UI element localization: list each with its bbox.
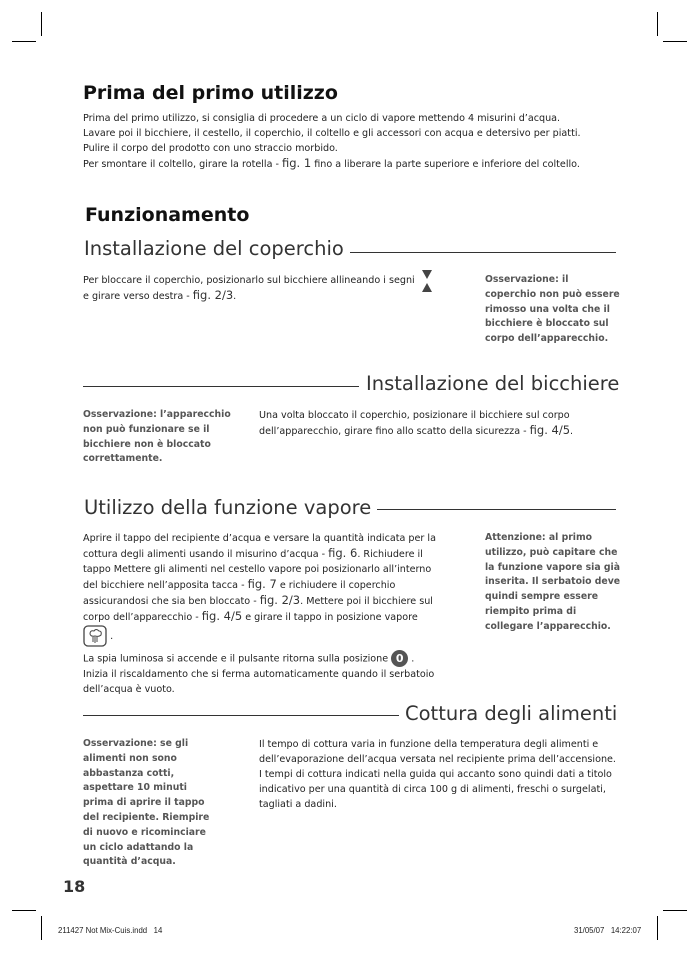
text: e girare verso destra - — [83, 291, 193, 302]
text: . — [233, 291, 237, 302]
first-use-title: Prima del primo utilizzo — [83, 82, 338, 104]
first-use-line: Lavare poi il bicchiere, il cestello, il coperchio, il coltello e gli accessori con acqua e detersivo per piatti. — [83, 128, 581, 139]
text: e girare il tappo in posizione vapore — [242, 612, 418, 623]
icon-label: 0 — [395, 652, 404, 665]
alignment-marks-icon — [421, 269, 433, 293]
text: La spia luminosa si accende e il pulsante ritorna sulla posizione — [83, 653, 389, 665]
section-rule — [83, 386, 359, 387]
first-use-line: Prima del primo utilizzo, si consiglia di procedere a un ciclo di vapore mettendo 4 misurini d’acqua. — [83, 113, 561, 124]
crop-mark — [41, 12, 42, 36]
footer-file-info: 211427 Not Mix-Cuis.indd 14 — [58, 926, 163, 935]
first-use-text — [83, 111, 643, 172]
text: Per smontare il coltello, girare la rotella - — [83, 159, 283, 170]
cooking-section-title: Cottura degli alimenti — [405, 702, 618, 725]
text: Per bloccare il coperchio, posizionarlo sul bicchiere allineando i segni — [83, 275, 415, 286]
steam-text — [83, 531, 441, 697]
crop-mark — [657, 916, 658, 940]
lid-section-title: Installazione del coperchio — [84, 237, 344, 260]
page-number: 18 — [63, 877, 86, 896]
zero-position-icon — [391, 650, 408, 667]
crop-mark — [663, 41, 687, 42]
text: . — [110, 631, 114, 642]
steam-note: Attenzione: al primo utilizzo, può capitare che la funzione vapore sia già inserita. Il serbatoio deve quindi sempre essere riempito prima di collegare l’apparecchio. — [485, 532, 621, 632]
text: . Inizia il riscaldamento che si ferma automaticamente quando il serbatoio dell’acqua è vuoto. — [83, 653, 435, 695]
cooking-note: Osservazione: se gli alimenti non sono abbastanza cotti, aspettare 10 minuti prima di aprire il tappo del recipiente. Riempire di nuovo e ricominciare un ciclo adattando la quantità d’acqua. — [83, 738, 210, 868]
text: . — [570, 426, 574, 437]
fig-ref: fig. 2/3 — [192, 288, 234, 302]
fig-ref: fig. 2/3 — [259, 593, 301, 607]
fig-ref: fig. 7 — [247, 577, 277, 591]
cooking-text: Il tempo di cottura varia in funzione della temperatura degli alimenti e dell’evaporazione dell’acqua versata nel recipiente prima dell’accensione. I tempi di cottura indicati nella guida qui accanto sono quindi dati a titolo indicativo per una quantità di circa 100 g di alimenti, freschi o surgelati, tagliati a dadini. — [259, 739, 616, 810]
lid-line — [83, 273, 428, 288]
steam-paragraph — [83, 650, 441, 697]
crop-mark — [663, 910, 687, 911]
fig-ref: fig. 4/5 — [529, 423, 571, 437]
steam-position-icon — [83, 625, 107, 647]
text: . Mettere poi il bicchiere sul corpo dell’apparecchio - — [83, 596, 433, 623]
text: fino a liberare la parte superiore e inferiore del coltello. — [311, 159, 580, 170]
operation-title: Funzionamento — [85, 204, 250, 226]
footer-timestamp: 31/05/07 14:22:07 — [574, 926, 642, 935]
first-use-line: Pulire il corpo del prodotto con uno straccio morbido. — [83, 143, 338, 154]
section-rule — [350, 252, 616, 253]
crop-mark — [12, 41, 36, 42]
fig-ref: fig. 6 — [328, 546, 358, 560]
lid-note: Osservazione: il coperchio non può essere rimosso una volta che il bicchiere è bloccato sul corpo dell’apparecchio. — [485, 274, 620, 345]
crop-mark — [41, 916, 42, 940]
fig-ref: fig. 1 — [282, 156, 312, 170]
lid-text — [83, 273, 428, 304]
section-rule — [377, 509, 616, 510]
crop-mark — [12, 910, 36, 911]
bowl-text — [259, 408, 599, 439]
bowl-note: Osservazione: l’apparecchio non può funzionare se il bicchiere non è bloccato correttamente. — [83, 409, 231, 465]
fig-ref: fig. 4/5 — [201, 609, 243, 623]
text: . Richiudere il tappo Mettere gli alimenti nel cestello vapore poi posizionarlo all’interno del bicchiere nell’apposita tacca - — [83, 549, 432, 591]
steam-paragraph — [83, 531, 441, 647]
section-rule — [83, 715, 399, 716]
first-use-line — [83, 156, 643, 172]
text: Una volta bloccato il coperchio, posizionare il bicchiere sul corpo dell’apparecchio, girare fino allo scatto della sicurezza - — [259, 410, 570, 437]
bowl-section-title: Installazione del bicchiere — [366, 372, 620, 395]
text: Aprire il tappo del recipiente d’acqua e versare la quantità indicata per la cottura degli alimenti usando il misurino d’acqua - — [83, 533, 436, 560]
text: e richiudere il coperchio assicurandosi che sia ben bloccato - — [83, 580, 396, 607]
crop-mark — [657, 12, 658, 36]
lid-line — [83, 288, 428, 304]
steam-section-title: Utilizzo della funzione vapore — [84, 496, 372, 519]
